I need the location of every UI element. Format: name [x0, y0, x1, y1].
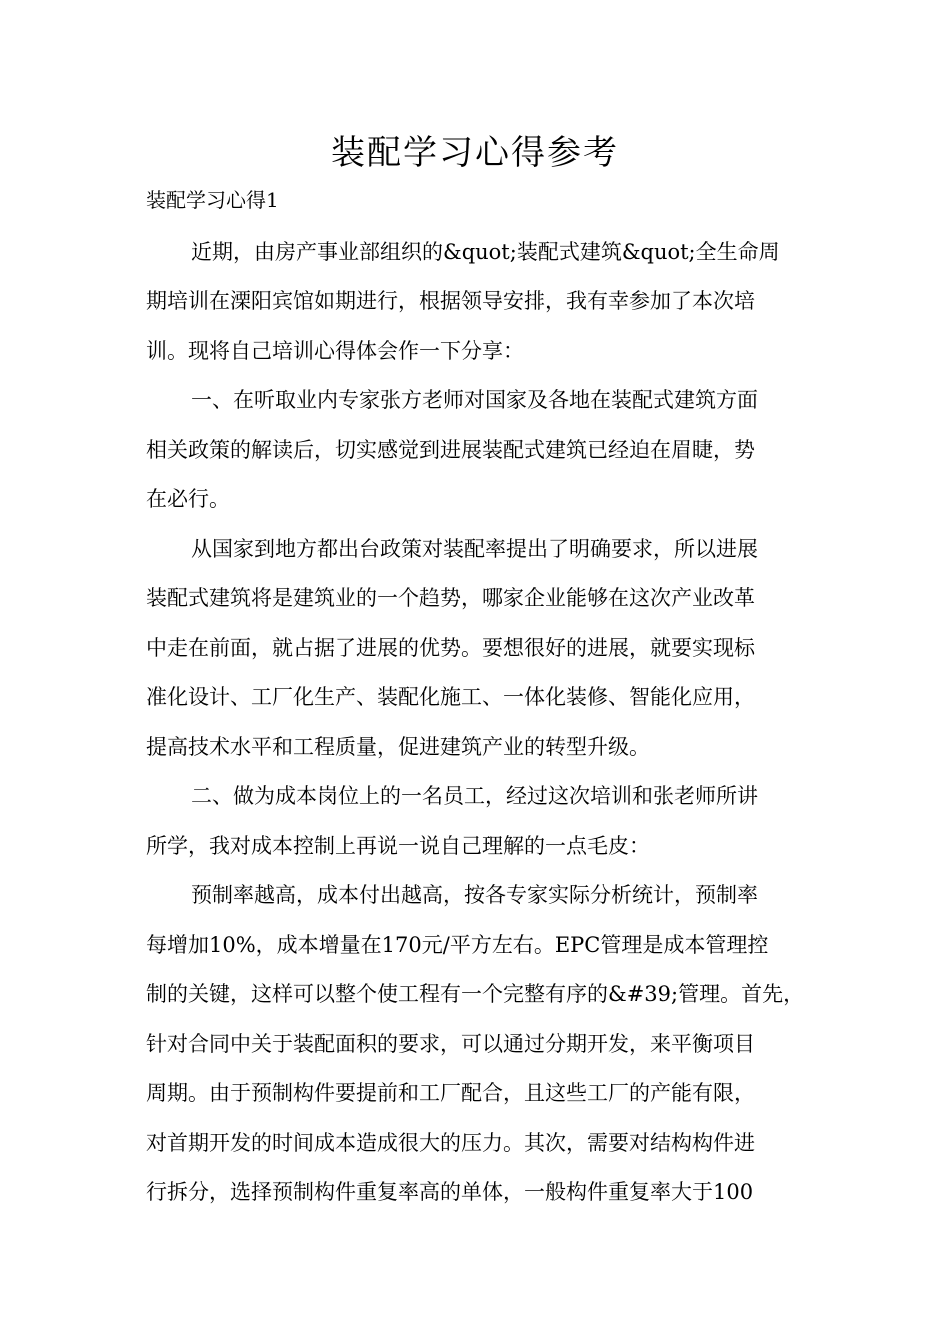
body-line: 相关政策的解读后，切实感觉到进展装配式建筑已经迫在眉睫，势 [146, 438, 755, 462]
body-line: 制的关键，这样可以整个使工程有一个完整有序的&#39;管理。首先， [146, 982, 805, 1006]
body-line: 期培训在溧阳宾馆如期进行，根据领导安排，我有幸参加了本次培 [146, 289, 755, 313]
body-line: 每增加10%，成本增量在170元/平方左右。EPC管理是成本管理控 [146, 933, 769, 957]
section-subtitle: 装配学习心得1 [146, 188, 279, 212]
body-line: 中走在前面，就占据了进展的优势。要想很好的进展，就要实现标 [146, 636, 755, 660]
body-line: 训。现将自己培训心得体会作一下分享： [146, 339, 524, 363]
body-line: 提高技术水平和工程质量，促进建筑产业的转型升级。 [146, 735, 650, 759]
body-line: 在必行。 [146, 487, 230, 511]
body-line: 针对合同中关于装配面积的要求，可以通过分期开发，来平衡项目 [146, 1032, 755, 1056]
body-line: 准化设计、工厂化生产、装配化施工、一体化装修、智能化应用， [146, 685, 755, 709]
body-line: 预制率越高，成本付出越高，按各专家实际分析统计，预制率 [191, 883, 758, 907]
body-line: 一、在听取业内专家张方老师对国家及各地在装配式建筑方面 [191, 388, 758, 412]
body-line: 所学，我对成本控制上再说一说自己理解的一点毛皮： [146, 834, 650, 858]
body-line: 周期。由于预制构件要提前和工厂配合，且这些工厂的产能有限， [146, 1081, 755, 1105]
body-line: 行拆分，选择预制构件重复率高的单体，一般构件重复率大于100 [146, 1180, 754, 1204]
document-title: 装配学习心得参考 [331, 133, 619, 173]
body-line: 近期，由房产事业部组织的&quot;装配式建筑&quot;全生命周 [191, 240, 780, 264]
body-line: 对首期开发的时间成本造成很大的压力。其次，需要对结构构件进 [146, 1131, 755, 1155]
body-line: 装配式建筑将是建筑业的一个趋势，哪家企业能够在这次产业改革 [146, 586, 755, 610]
body-line: 从国家到地方都出台政策对装配率提出了明确要求，所以进展 [191, 537, 758, 561]
body-line: 二、做为成本岗位上的一名员工，经过这次培训和张老师所讲 [191, 784, 758, 808]
